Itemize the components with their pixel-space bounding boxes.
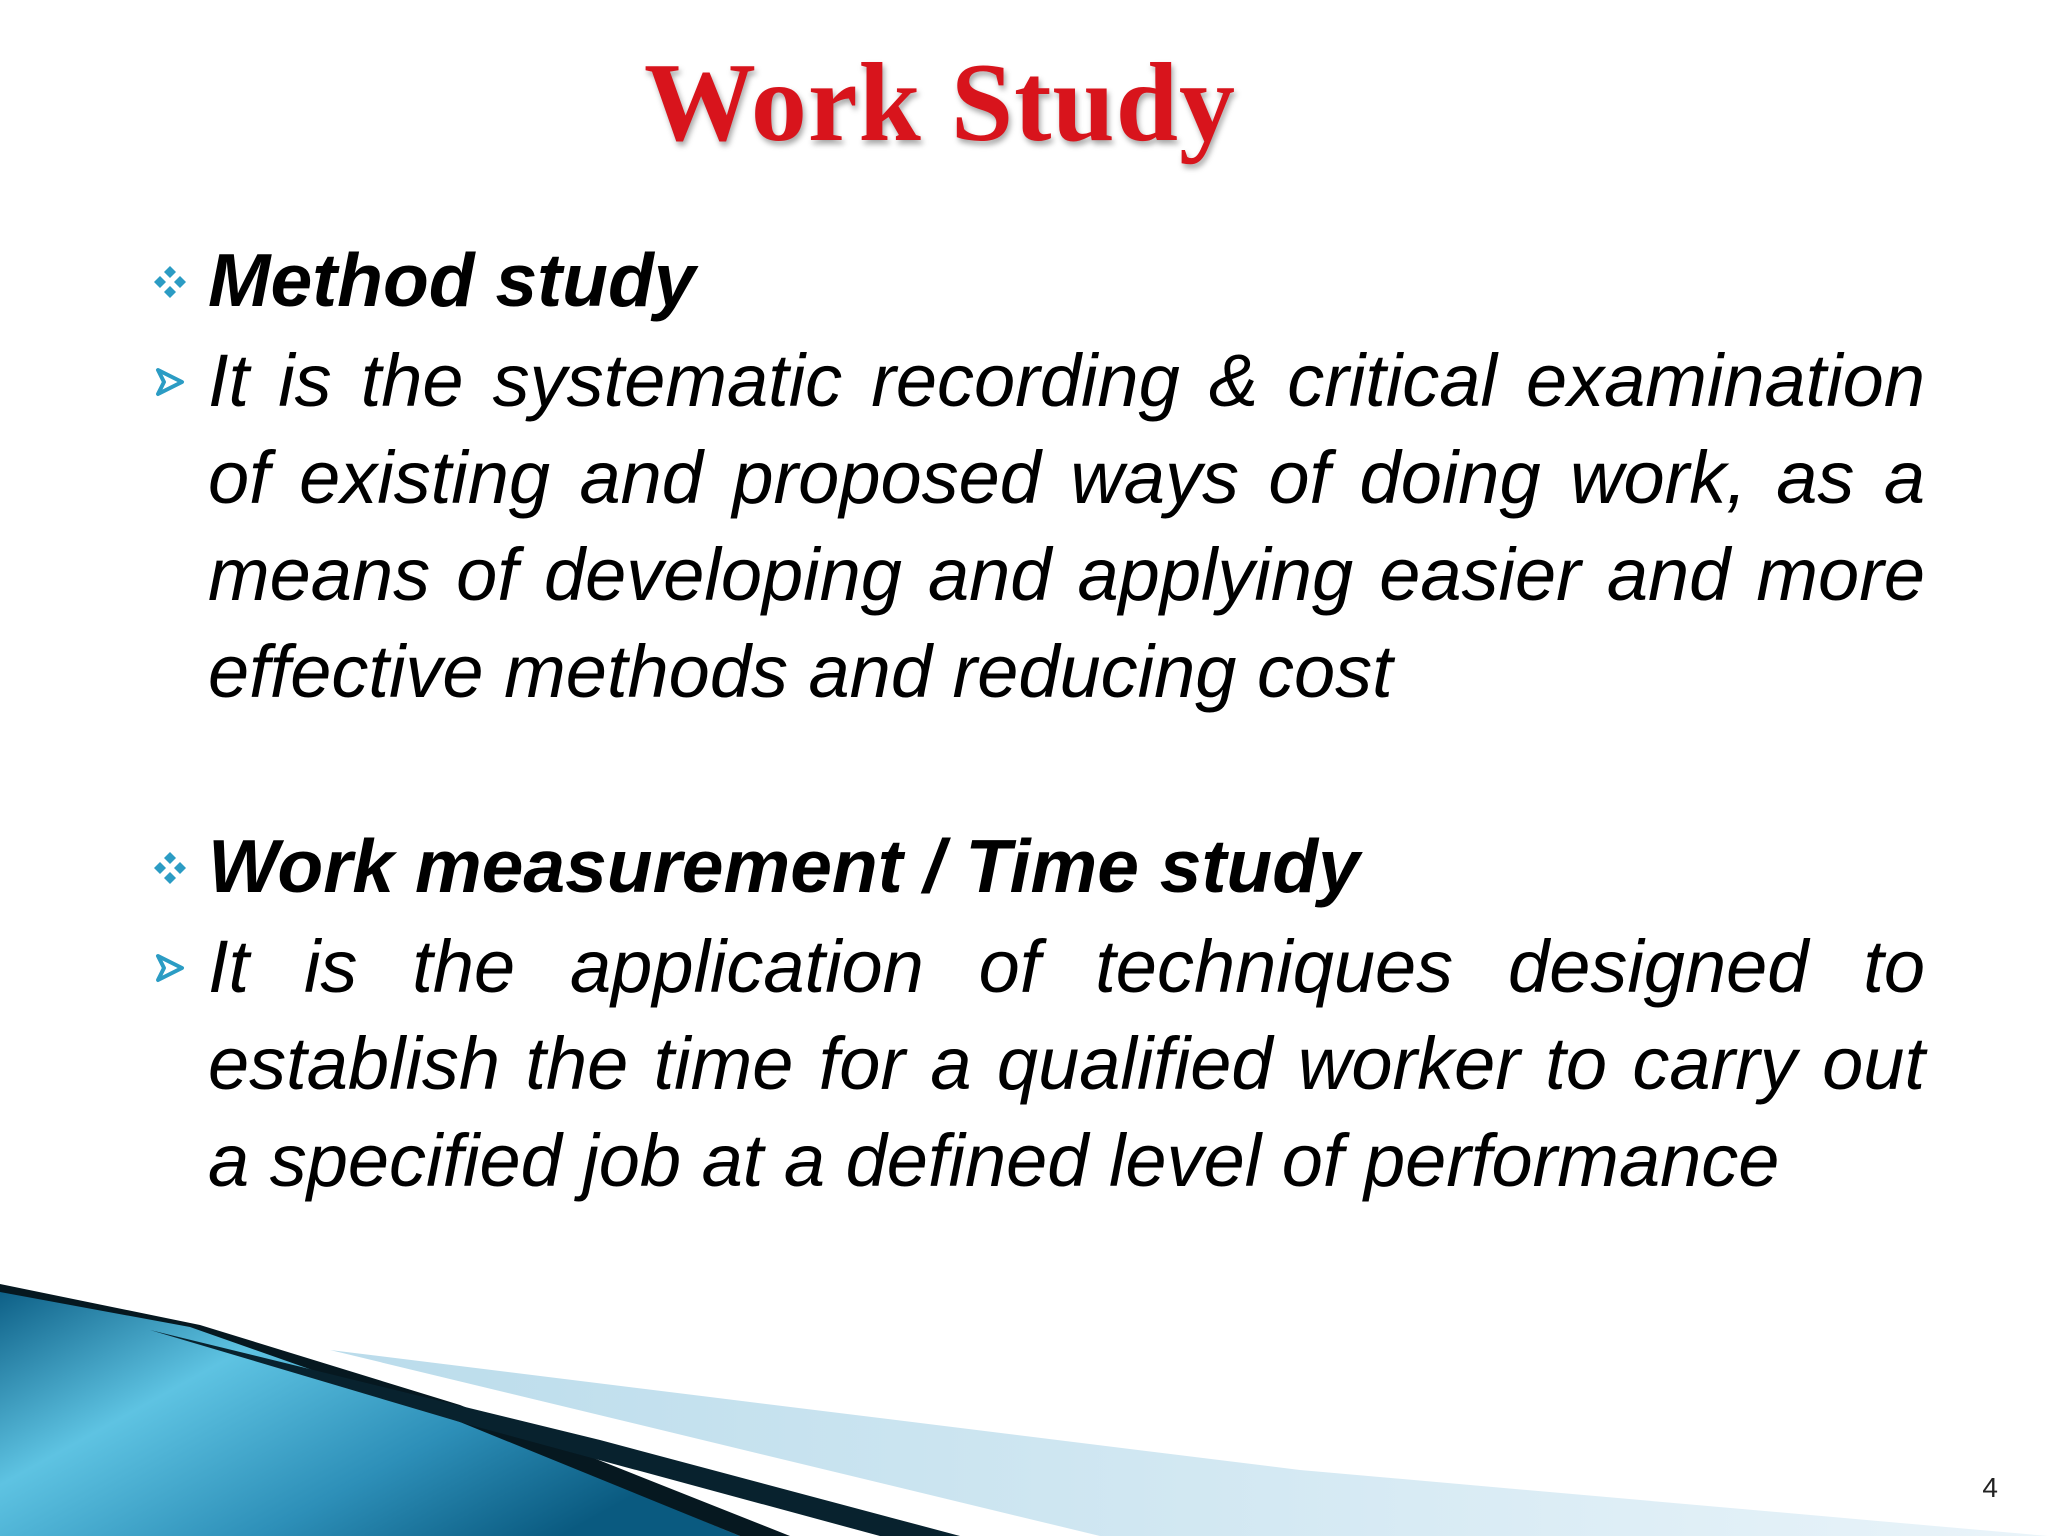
section-heading: Method study xyxy=(208,238,696,322)
page-number: 4 xyxy=(1982,1472,1998,1503)
slide-content xyxy=(150,232,1925,1209)
section-body-text: It is the systematic recording & critical examination of existing and proposed ways of doing work, as a means of developing and applying easier and more effective methods and reducing cost xyxy=(208,339,1925,713)
section-heading-row xyxy=(150,232,1925,328)
section-work-measurement xyxy=(150,818,1925,1209)
diamond-dots-bullet-icon xyxy=(150,848,190,888)
section-method-study xyxy=(150,232,1925,720)
slide-title: Work Study xyxy=(644,41,1236,165)
section-body-text: It is the application of techniques designed to establish the time for a qualified worker to carry out a specified job at a defined level of performance xyxy=(208,925,1925,1202)
section-body-row xyxy=(150,918,1925,1209)
section-body-row xyxy=(150,332,1925,720)
section-heading: Work measurement / Time study xyxy=(208,824,1360,908)
diamond-dots-bullet-icon xyxy=(150,262,190,302)
section-heading-row xyxy=(150,818,1925,914)
arrow-bullet-icon xyxy=(150,362,190,402)
arrow-bullet-icon xyxy=(150,948,190,988)
